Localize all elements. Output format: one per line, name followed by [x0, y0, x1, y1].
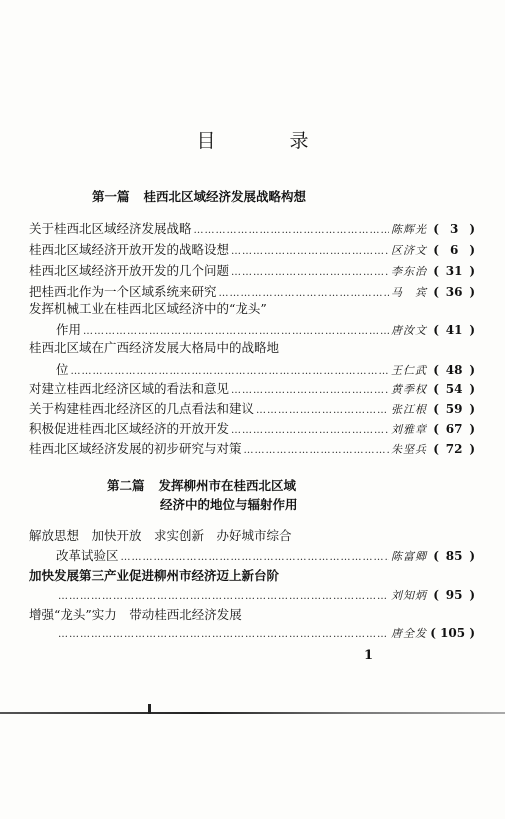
- entry-page: ( 36 ): [433, 285, 475, 299]
- entry-title: 把桂西北作为一个区域系统来研究: [29, 284, 217, 299]
- entry-title: 作用: [56, 322, 82, 337]
- dot-leader: [256, 402, 389, 419]
- entry-title-line: 桂西北区域在广西经济发展大格局中的战略地: [29, 340, 280, 355]
- dot-leader: [244, 442, 389, 459]
- entry-author: 陈辉光: [391, 223, 427, 236]
- entry-page: ( 3 ): [433, 222, 475, 236]
- entry-author: 刘雅章: [391, 423, 427, 436]
- page-title: 目 录: [196, 130, 343, 152]
- toc-entry[interactable]: [56, 625, 475, 642]
- dot-leader: [83, 323, 389, 340]
- toc-entry[interactable]: [29, 400, 475, 417]
- toc-entry[interactable]: [29, 262, 475, 279]
- entry-title-line: 发挥机械工业在桂西北区域经济中的“龙头”: [29, 301, 267, 316]
- dot-leader: [194, 222, 389, 239]
- toc-entry[interactable]: [29, 420, 475, 437]
- dot-leader: [58, 588, 389, 605]
- entry-author: 唐全发: [391, 627, 427, 640]
- entry-title: 关于构建桂西北经济区的几点看法和建议: [29, 401, 255, 416]
- entry-author: 朱坚兵: [391, 443, 427, 456]
- entry-author: 李东治: [391, 265, 427, 278]
- toc-entry[interactable]: [29, 283, 475, 300]
- toc-entry[interactable]: [29, 241, 475, 258]
- entry-author: 陈富卿: [391, 550, 427, 563]
- entry-page: ( 85 ): [433, 549, 475, 563]
- toc-entry[interactable]: [29, 220, 475, 237]
- entry-author: 黄季权: [391, 383, 427, 396]
- section-heading-2-line2: 经济中的地位与辐射作用: [160, 497, 298, 512]
- entry-author: 唐汝文: [391, 324, 427, 337]
- bottom-rule: [0, 712, 505, 714]
- entry-page: ( 67 ): [433, 422, 475, 436]
- section-heading-1: [92, 187, 306, 205]
- entry-title: 关于桂西北区域经济发展战略: [29, 221, 192, 236]
- entry-author: 张江根: [391, 403, 427, 416]
- entry-page: ( 95 ): [433, 588, 475, 602]
- entry-page: ( 48 ): [433, 363, 475, 377]
- entry-page: ( 31 ): [433, 264, 475, 278]
- toc-entry[interactable]: [29, 440, 475, 457]
- entry-title: 积极促进桂西北区域经济的开放开发: [29, 421, 230, 436]
- section-title-line: 发挥柳州市在桂西北区域: [158, 478, 297, 493]
- toc-entry[interactable]: [56, 321, 475, 338]
- entry-title: 位: [56, 362, 69, 377]
- dot-leader: [231, 422, 389, 439]
- entry-title: 改革试验区: [56, 548, 119, 563]
- dot-leader: [58, 626, 389, 643]
- section-label: 第一篇: [92, 189, 130, 204]
- entry-title-line: 增强“龙头”实力 带动桂西北经济发展: [29, 607, 242, 622]
- entry-author: 区济文: [391, 244, 427, 257]
- toc-entry[interactable]: [29, 380, 475, 397]
- entry-title-line: 加快发展第三产业促进柳州市经济迈上新台阶: [29, 568, 280, 583]
- entry-page: ( 54 ): [433, 382, 475, 396]
- entry-author: 刘知炳: [391, 589, 427, 602]
- rule-mark: [148, 704, 151, 714]
- entry-title: 桂西北区域经济开放开发的战略设想: [29, 242, 230, 257]
- section-title: 桂西北区域经济发展战略构想: [143, 189, 307, 204]
- toc-entry[interactable]: [56, 361, 475, 378]
- entry-title-line: 解放思想 加快开放 求实创新 办好城市综合: [29, 528, 292, 543]
- section-heading-2: [107, 476, 296, 494]
- entry-page: ( 72 ): [433, 442, 475, 456]
- entry-page: ( 41 ): [433, 323, 475, 337]
- entry-author: 马 宾: [391, 286, 427, 299]
- dot-leader: [71, 363, 389, 380]
- entry-title: 对建立桂西北经济区域的看法和意见: [29, 381, 230, 396]
- toc-entry[interactable]: [56, 547, 475, 564]
- dot-leader: [231, 264, 389, 281]
- toc-entry[interactable]: [56, 587, 475, 604]
- dot-leader: [231, 382, 389, 399]
- dot-leader: [121, 549, 389, 566]
- dot-leader: [231, 243, 389, 260]
- section-label: 第二篇: [107, 478, 145, 493]
- entry-title: 桂西北区域经济发展的初步研究与对策: [29, 441, 242, 456]
- entry-page: ( 59 ): [433, 402, 475, 416]
- entry-page: ( 6 ): [433, 243, 475, 257]
- entry-author: 王仁武: [391, 364, 427, 377]
- entry-page: ( 105 ): [430, 626, 475, 640]
- page-number: 1: [364, 648, 374, 663]
- entry-title: 桂西北区域经济开放开发的几个问题: [29, 263, 230, 278]
